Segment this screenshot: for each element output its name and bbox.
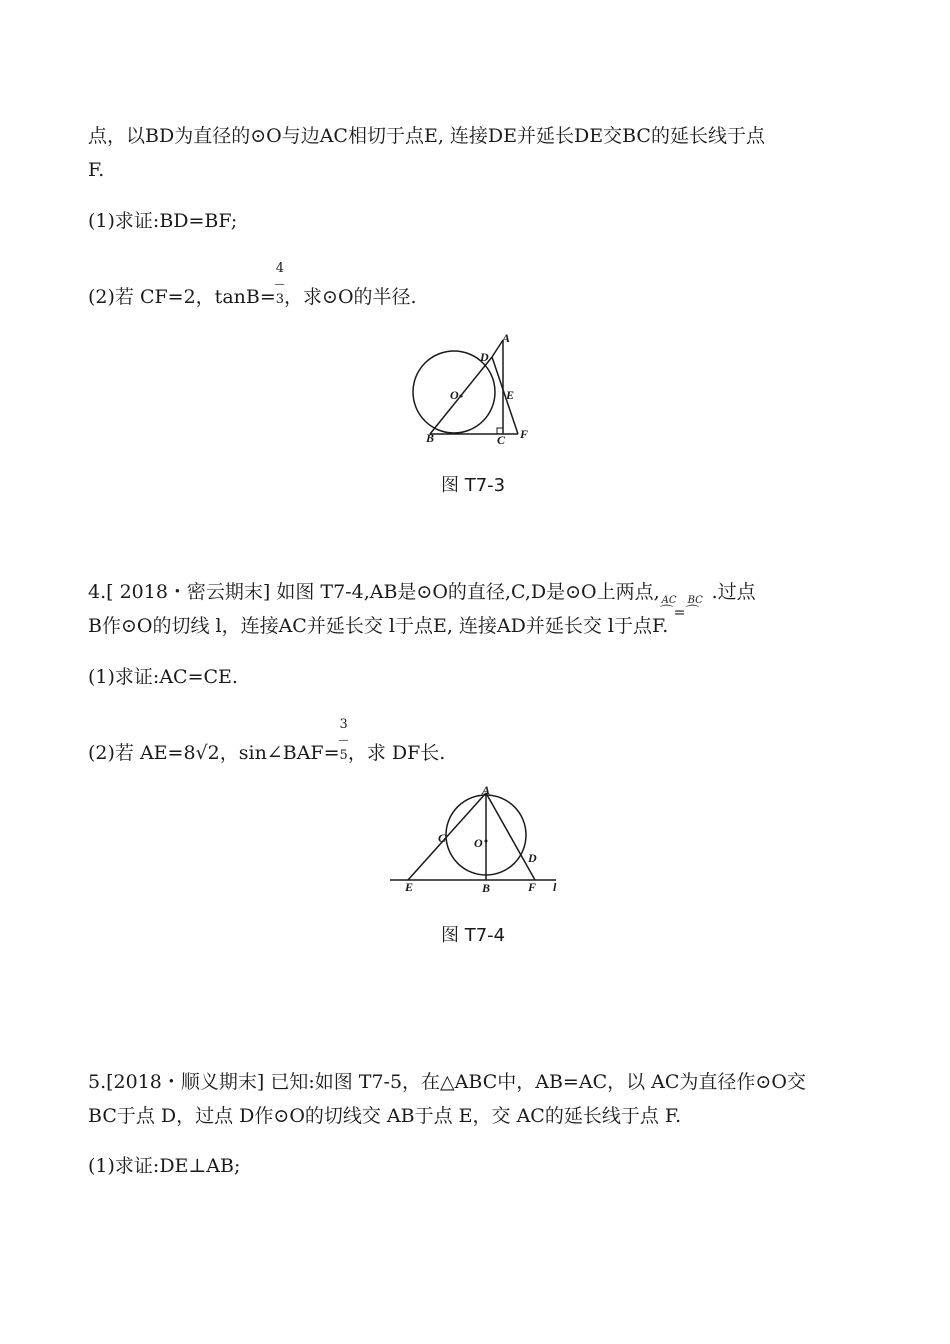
fig4-label-o: O (474, 836, 483, 850)
fig4-label-d: D (528, 851, 537, 865)
p3-q2-fraction: 4 — 3 (276, 284, 284, 313)
figure-t7-3 (410, 330, 570, 450)
p4-q2-fraction: 3 — 5 (340, 740, 348, 769)
fig3-center-dot (460, 395, 463, 398)
p4-arc-equality: ⌒=⌒ (659, 605, 700, 621)
p3-statement-line2: F. (88, 159, 105, 181)
p4-q2-denominator: 5 (339, 748, 348, 763)
p4-statement-line1 (88, 579, 756, 621)
fig3-label-e: E (506, 388, 515, 402)
p5-question-1: (1)求证:DE⊥AB; (88, 1155, 241, 1177)
p4-q2-prefix: (2)若 AE=8√2，sin∠BAF= (88, 742, 340, 764)
p4-q2-suffix: ，求 DF长. (347, 742, 446, 764)
p3-q2-suffix: ，求⊙O的半径. (284, 286, 417, 308)
fig4-label-f: F (528, 880, 537, 894)
fig3-label-b: B (426, 431, 435, 445)
fig4-label-e: E (405, 880, 414, 894)
p4-q2-numerator: 3 (339, 717, 348, 732)
p4-statement-line2: B作⊙O的切线 l，连接AC并延长交 l于点E, 连接AD并延长交 l于点F. (88, 615, 669, 637)
p5-statement-line1: 5.[2018・顺义期末] 已知:如图 T7-5，在△ABC中，AB=AC，以 AC为直径作⊙O交 (88, 1071, 806, 1093)
fig3-label-f: F (520, 427, 529, 441)
p4-question-1: (1)求证:AC=CE. (88, 666, 238, 688)
p3-q2-numerator: 4 (275, 261, 285, 276)
fig3-label-a: A (502, 331, 511, 345)
fig4-label-a: A (482, 785, 491, 797)
p4-arc-ac-label: AC (661, 595, 677, 606)
fig3-label-o: O (450, 388, 459, 402)
fig4-center-dot (485, 840, 488, 843)
p3-q2-denominator: 3 (275, 292, 285, 307)
fig3-label-c: C (497, 433, 506, 447)
p3-question-2 (88, 261, 417, 313)
p3-question-1: (1)求证:BD=BF; (88, 210, 238, 232)
fig3-segment-df (492, 357, 518, 434)
p3-figure-caption: 图 T7-3 (441, 475, 506, 496)
fig4-label-c: C (438, 831, 447, 845)
p4-line1-prefix: 4.[ 2018・密云期末] 如图 T7-4,AB是⊙O的直径,C,D是⊙O上两点, (88, 581, 660, 603)
p4-figure-caption: 图 T7-4 (441, 925, 506, 946)
fig4-label-b: B (482, 881, 491, 895)
p5-statement-line2: BC于点 D，过点 D作⊙O的切线交 AB于点 E，交 AC的延长线于点 F. (88, 1105, 682, 1127)
fig3-label-d: D (480, 350, 489, 364)
p3-statement-line1: 点，以BD为直径的⊙O与边AC相切于点E, 连接DE并延长DE交BC的延长线于点 (88, 125, 765, 147)
p4-line1-suffix: .过点 (711, 581, 756, 603)
p4-question-2 (88, 717, 446, 769)
p4-arc-bc-label: BC (687, 595, 703, 606)
fig4-label-l: l (553, 880, 557, 894)
p3-q2-prefix: (2)若 CF=2，tanB= (88, 286, 276, 308)
figure-t7-4 (388, 785, 578, 900)
